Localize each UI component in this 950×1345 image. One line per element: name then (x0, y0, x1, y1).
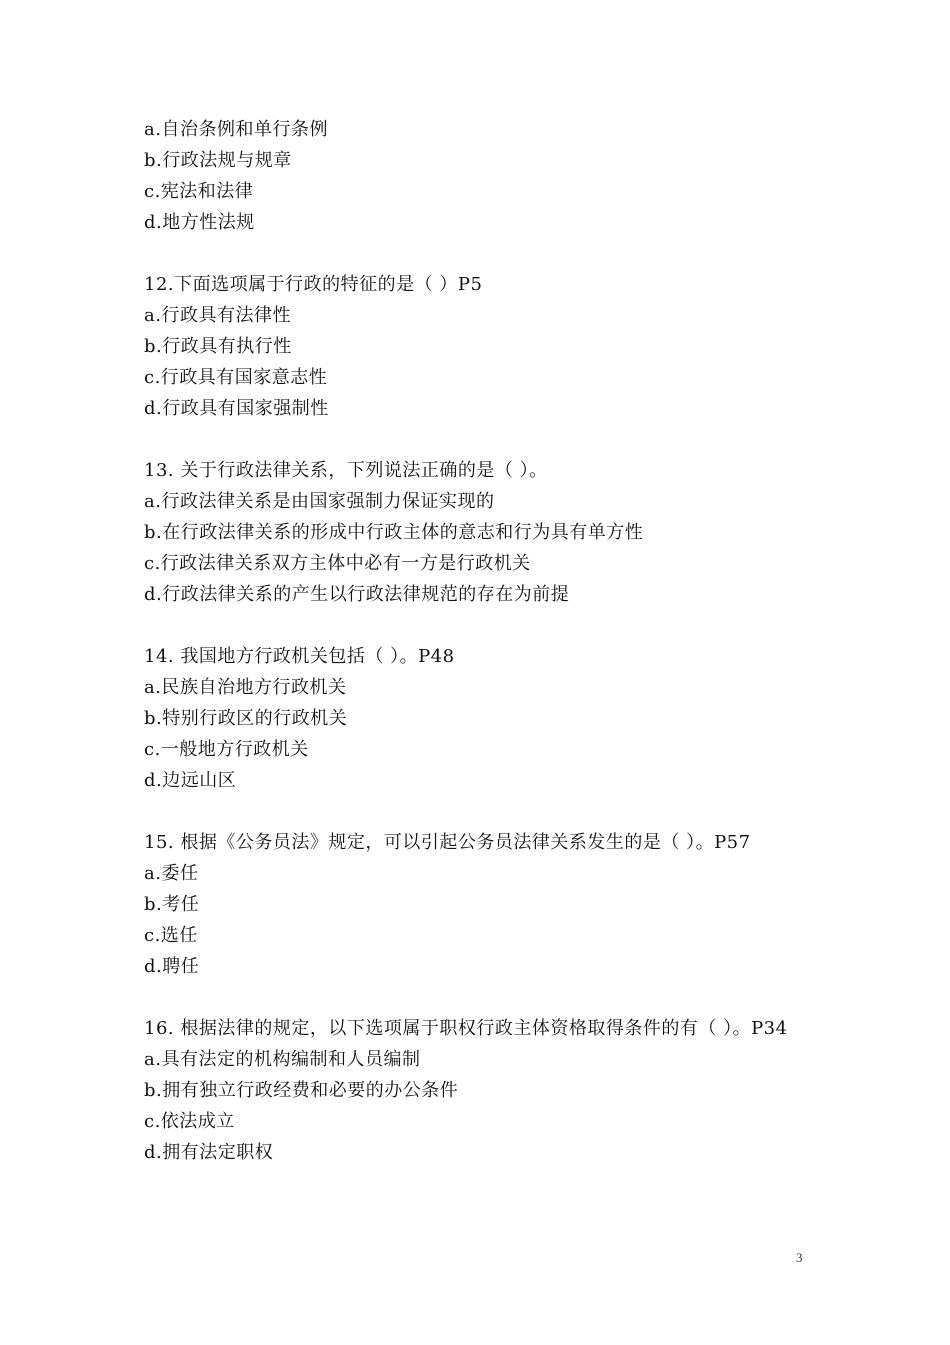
option-a: a.民族自治地方行政机关 (144, 677, 347, 698)
option-b: b.拥有独立行政经费和必要的办公条件 (144, 1080, 459, 1101)
question-text: 12.下面选项属于行政的特征的是（ ）P5 (144, 274, 483, 295)
option-b: b.特别行政区的行政机关 (144, 708, 348, 729)
option-c: c.依法成立 (144, 1111, 235, 1132)
option-a: a.委任 (144, 863, 199, 884)
option-a: a.行政具有法律性 (144, 305, 291, 326)
option-d: d.边远山区 (144, 770, 237, 791)
page-number: 3 (796, 1250, 803, 1265)
option-a: a.行政法律关系是由国家强制力保证实现的 (144, 491, 495, 512)
option-d: d.行政具有国家强制性 (144, 398, 329, 419)
option-b: b.行政具有执行性 (144, 336, 292, 357)
option-a: a.自治条例和单行条例 (144, 119, 328, 140)
question-13 (144, 455, 844, 610)
option-b: b.行政法规与规章 (144, 150, 292, 171)
option-b: b.考任 (144, 894, 200, 915)
option-b: b.在行政法律关系的形成中行政主体的意志和行为具有单方性 (144, 522, 644, 543)
option-c: c.选任 (144, 925, 198, 946)
question-text: 16. 根据法律的规定，以下选项属于职权行政主体资格取得条件的有（ ）。P34 (144, 1018, 788, 1039)
option-d: d.行政法律关系的产生以行政法律规范的存在为前提 (144, 584, 570, 605)
question-text: 14. 我国地方行政机关包括（ ）。P48 (144, 646, 455, 667)
option-d: d.地方性法规 (144, 212, 255, 233)
continued-options (144, 114, 844, 238)
option-d: d.拥有法定职权 (144, 1142, 274, 1163)
question-text: 15. 根据《公务员法》规定，可以引起公务员法律关系发生的是（ ）。P57 (144, 832, 751, 853)
option-a: a.具有法定的机构编制和人员编制 (144, 1049, 421, 1070)
question-15 (144, 827, 844, 982)
document-body (144, 114, 844, 1168)
question-12 (144, 269, 844, 424)
option-c: c.一般地方行政机关 (144, 739, 309, 760)
option-c: c.行政具有国家意志性 (144, 367, 328, 388)
question-text: 13. 关于行政法律关系，下列说法正确的是（ ）。 (144, 460, 548, 481)
question-16 (144, 1013, 844, 1168)
option-c: c.宪法和法律 (144, 181, 254, 202)
question-14 (144, 641, 844, 796)
option-d: d.聘任 (144, 956, 200, 977)
option-c: c.行政法律关系双方主体中必有一方是行政机关 (144, 553, 531, 574)
